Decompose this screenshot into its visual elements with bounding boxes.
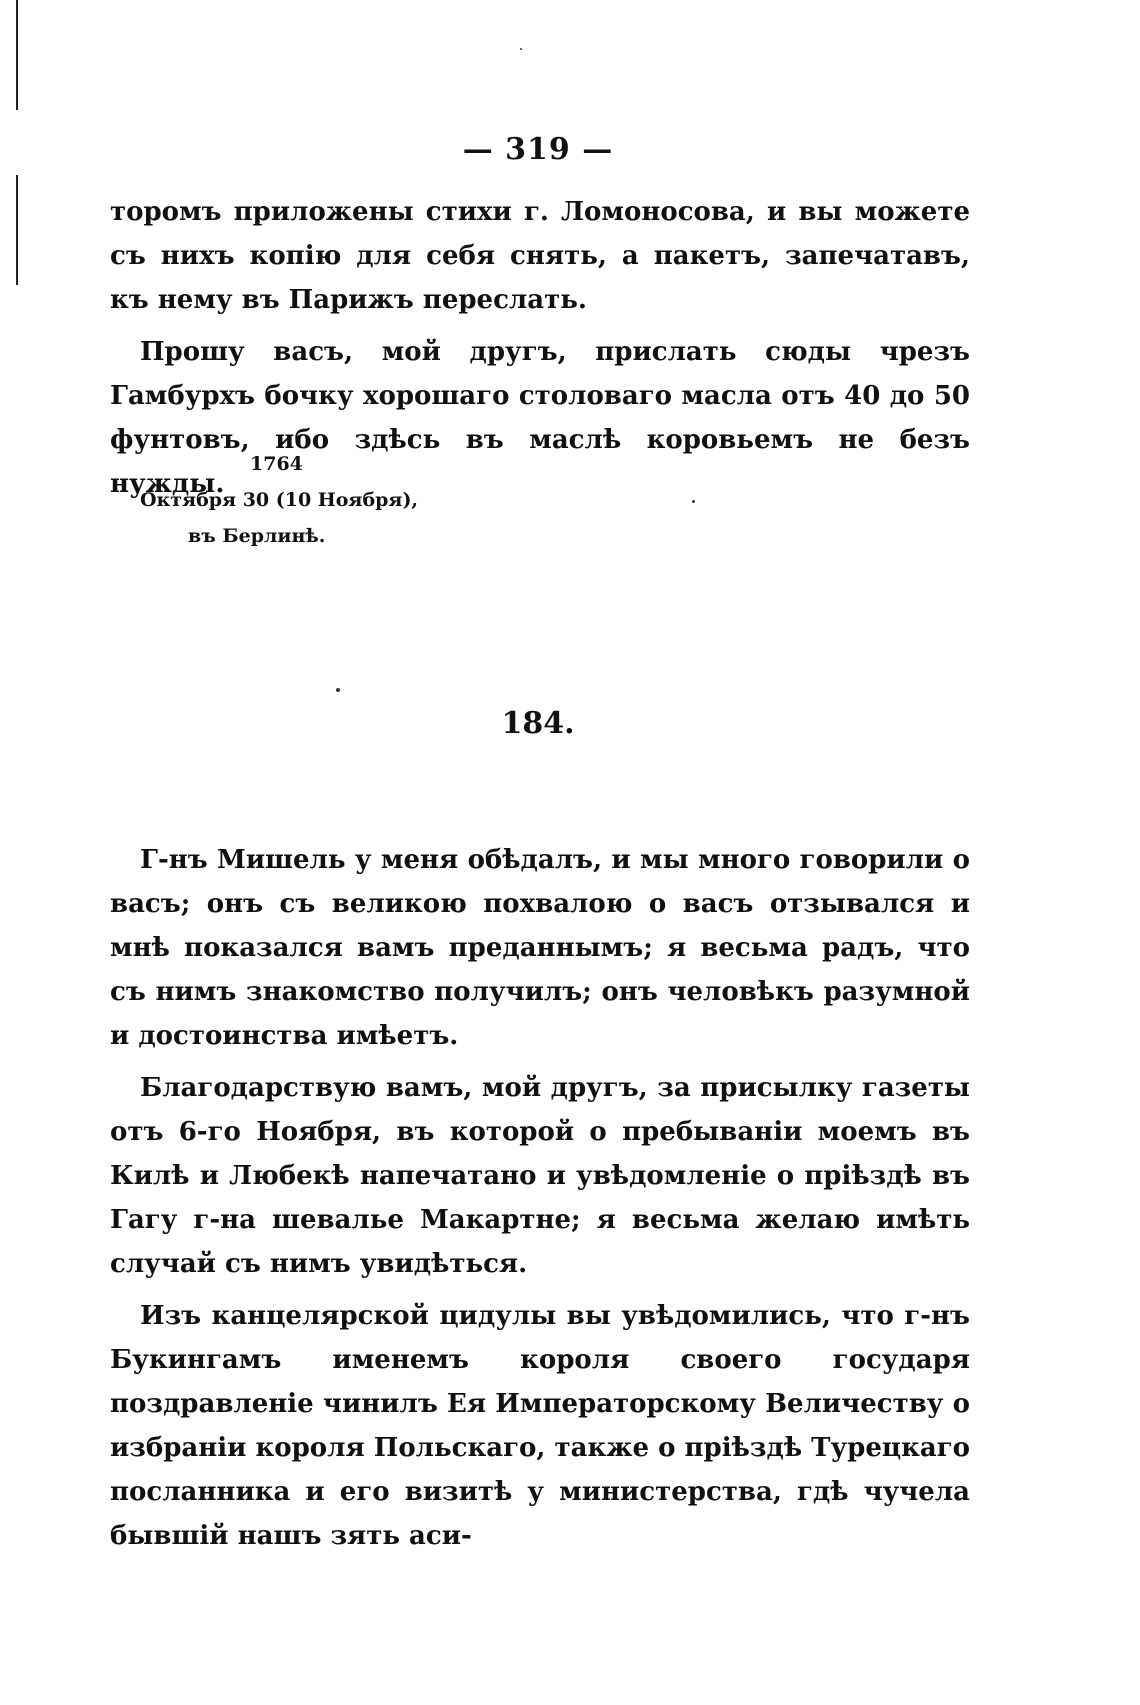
letter-text-block xyxy=(110,838,970,1558)
scan-speck xyxy=(336,688,340,692)
page-number: — 319 — xyxy=(462,132,614,167)
paragraph: торомъ приложены стихи г. Ломоносова, и вы можете съ нихъ копію для себя снять, а пакетъ, запечатавъ, къ нему въ Парижъ переслать. xyxy=(110,197,970,315)
paragraph: Благодарствую вамъ, мой другъ, за присылку газеты отъ 6-го Ноября, въ которой о пребываніи моемъ въ Килѣ и Любекѣ напечатано и увѣдомленіе о пріѣздѣ въ Гагу г-на шевалье Макартне; я весьма желаю имѣть случай съ нимъ увидѣться. xyxy=(110,1073,970,1279)
scan-edge-mark xyxy=(16,0,18,110)
dateline-place: въ Берлинѣ. xyxy=(188,525,326,547)
paragraph: Г-нъ Мишель у меня обѣдалъ, и мы много говорили о васъ; онъ съ великою похвалою о васъ отзывался и мнѣ показался вамъ преданнымъ; я весьма радъ, что съ нимъ знакомство получилъ; онъ человѣкъ разумной и достоинства имѣетъ. xyxy=(110,845,970,1051)
scan-edge-mark xyxy=(16,175,18,285)
dateline-day: Октября 30 (10 Ноября), xyxy=(140,489,419,511)
letter-number: 184. xyxy=(501,706,575,741)
paragraph: Прошу васъ, мой другъ, прислать сюды чрезъ Гамбурхъ бочку хорошаго столоваго масла отъ 40 до 50 фунтовъ, ибо здѣсь въ маслѣ коровьемъ не безъ нужды. xyxy=(110,337,970,499)
scan-speck xyxy=(520,48,522,50)
dateline-year: 1764 xyxy=(250,453,303,475)
paragraph: Изъ канцелярской цидулы вы увѣдомились, что г-нъ Букингамъ именемъ короля своего государя поздравленіе чинилъ Ея Императорскому Величеству о избраніи короля Польскаго, также о пріѣздѣ Турецкаго посланника и его визитѣ у министерства, гдѣ чучела бывшій нашъ зять аси- xyxy=(110,1301,970,1551)
dateline xyxy=(140,446,418,554)
